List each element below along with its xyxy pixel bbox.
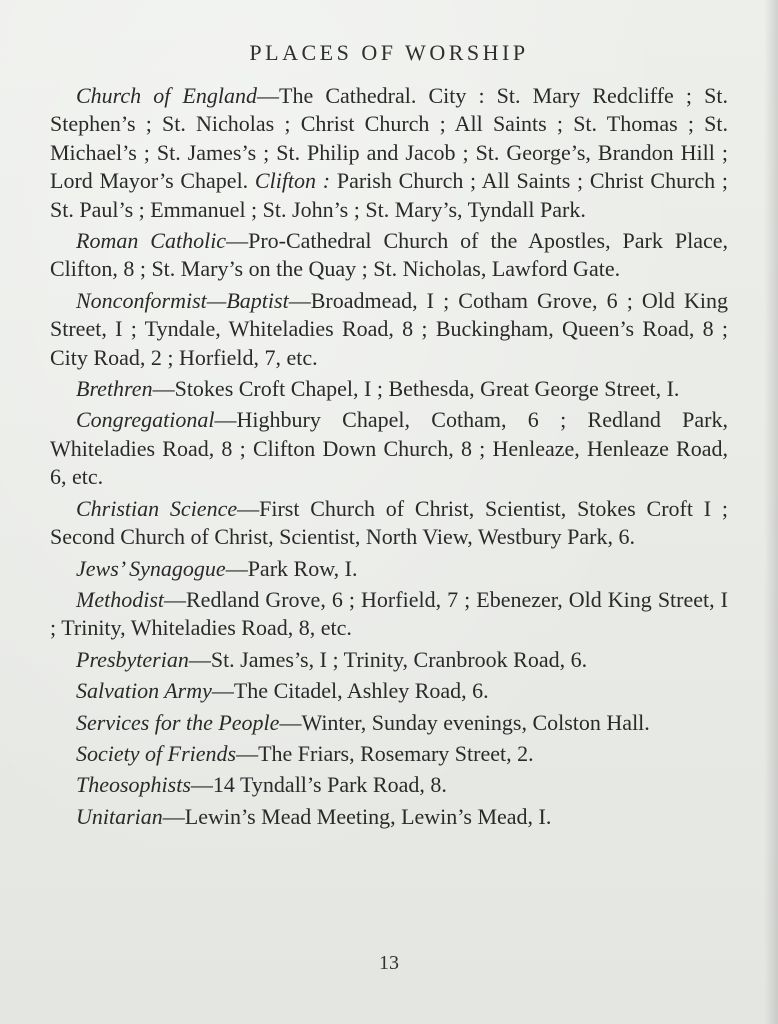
entry-text: —Highbury Chapel, Cotham, 6 ; Redland Park, Whiteladies Road, 8 ; Clifton Down Church, 8 ; Henleaze, Henleaze Road, 6, etc. (50, 407, 728, 490)
entry-services-for-the-people (50, 709, 728, 737)
entry-text: —Stokes Croft Chapel, I ; Bethesda, Great George Street, I. (152, 376, 680, 402)
entry-society-of-friends (50, 740, 728, 768)
entry-baptist (50, 287, 728, 372)
entry-brethren (50, 375, 728, 403)
entry-jews-synagogue (50, 555, 728, 583)
entry-text: —First Church of Christ, Scientist, Stokes Croft I ; Second Church of Christ, Scientist, North View, Westbury Park, 6. (50, 495, 728, 550)
entry-roman-catholic (50, 227, 728, 284)
entry-sublabel: Clifton : (254, 168, 331, 194)
entry-text: —14 Tyndall’s Park Road, 8. (190, 772, 447, 798)
page-edge-shadow (764, 0, 778, 1024)
entry-unitarian (50, 803, 728, 831)
entry-salvation-army (50, 677, 728, 705)
entry-label: Nonconformist—Baptist (76, 287, 289, 313)
entry-text: —The Citadel, Ashley Road, 6. (211, 678, 489, 704)
entry-theosophists (50, 771, 728, 799)
page-title: PLACES OF WORSHIP (249, 40, 529, 65)
entry-church-of-england (50, 82, 728, 224)
entry-subtext: Parish Church ; All Saints ; Christ Church ; St. Paul’s ; Emmanuel ; St. John’s ; St. Mary’s, Tyndall Park. (50, 168, 729, 222)
entry-label: Brethren (76, 376, 153, 402)
entry-text: —St. James’s, I ; Trinity, Cranbrook Road, 6. (188, 646, 588, 672)
entry-label: Church of England (76, 83, 258, 108)
page-number: 13 (379, 952, 399, 974)
entry-congregational (50, 406, 728, 491)
entry-label: Jews’ Synagogue (76, 555, 226, 581)
entry-text: —The Cathedral. City : St. Mary Redcliffe ; St. Stephen’s ; St. Nicholas ; Christ Church ; All Saints ; St. Thomas ; St. Michael’s ; St. James’s ; St. Philip and Jacob ; St. George’s, Brandon Hill ; Lord Mayor’s Chapel. (50, 83, 728, 194)
entry-label: Services for the People (76, 709, 280, 735)
entry-text: —Broadmead, I ; Cotham Grove, 6 ; Old King Street, I ; Tyndale, Whiteladies Road, 8 ; Buckingham, Queen’s Road, 8 ; City Road, 2 ; Horfield, 7, etc. (50, 287, 728, 370)
entry-text: —Pro-Cathedral Church of the Apostles, Park Place, Clifton, 8 ; St. Mary’s on the Quay ; St. Nicholas, Lawford Gate. (50, 228, 728, 282)
entry-christian-science (50, 495, 728, 552)
entry-text: —Lewin’s Mead Meeting, Lewin’s Mead, I. (162, 803, 552, 829)
entries-list (50, 82, 728, 834)
entry-text: —The Friars, Rosemary Street, 2. (236, 740, 534, 766)
entry-text: —Park Row, I. (225, 555, 358, 581)
entry-label: Christian Science (76, 495, 238, 521)
entry-methodist (50, 586, 728, 643)
entry-label: Methodist (76, 586, 164, 612)
entry-text: —Winter, Sunday evenings, Colston Hall. (279, 709, 650, 735)
entry-label: Theosophists (76, 772, 191, 798)
entry-text: —Redland Grove, 6 ; Horfield, 7 ; Ebenezer, Old King Street, I ; Trinity, Whiteladies Road, 8, etc. (50, 586, 728, 641)
entry-presbyterian (50, 646, 728, 674)
entry-label: Unitarian (76, 803, 163, 829)
entry-label: Society of Friends (76, 740, 237, 766)
entry-label: Presbyterian (76, 646, 189, 672)
entry-label: Salvation Army (76, 678, 212, 704)
entry-label: Congregational (76, 407, 215, 433)
entry-label: Roman Catholic (76, 228, 227, 254)
